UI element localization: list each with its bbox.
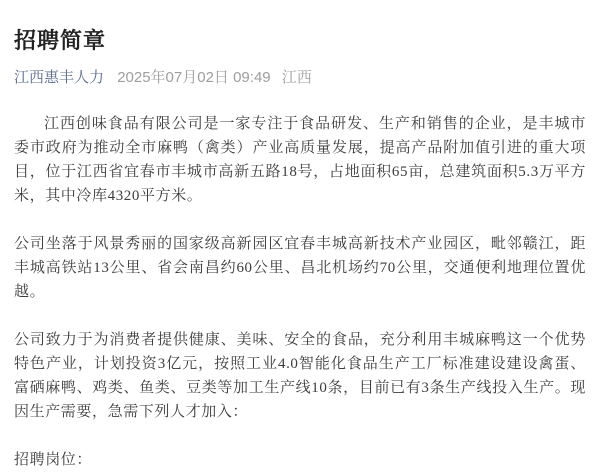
paragraph-company-intro: 江西创味食品有限公司是一家专注于食品研发、生产和销售的企业，是丰城市委市政府为推动全市麻鸭（禽类）产业高质量发展，提高产品附加值引进的重大项目，位于江西省宜春市丰城市高新五路18号，占地面积65亩，总建筑面积5.3万平方米，其中冷库4320平方米。 [14,116,586,204]
article-body [14,112,586,472]
publish-region: 江西 [281,69,312,86]
paragraph-jobs-heading: 招聘岗位： [14,452,93,468]
publish-date: 2025年07月02日 09:49 [117,69,271,86]
paragraph-production: 公司致力于为消费者提供健康、美味、安全的食品，充分利用丰城麻鸭这一个优势特色产业，计划投资3亿元，按照工业4.0智能化食品生产工厂标准建设建设禽蛋、富硒麻鸭、鸡类、鱼类、豆类等加工生产线10条，目前已有3条生产线投入生产。现因生产需要，急需下列人才加入： [14,332,586,420]
page-title: 招聘简章 [14,28,107,53]
paragraph-location: 公司坐落于风景秀丽的国家级高新园区宜春丰城高新技术产业园区，毗邻赣江，距丰城高铁站13公里、省会南昌约60公里、昌北机场约70公里，交通便利地理位置优越。 [14,236,586,300]
account-name-link[interactable]: 江西惠丰人力 [14,69,105,86]
byline [14,67,586,88]
